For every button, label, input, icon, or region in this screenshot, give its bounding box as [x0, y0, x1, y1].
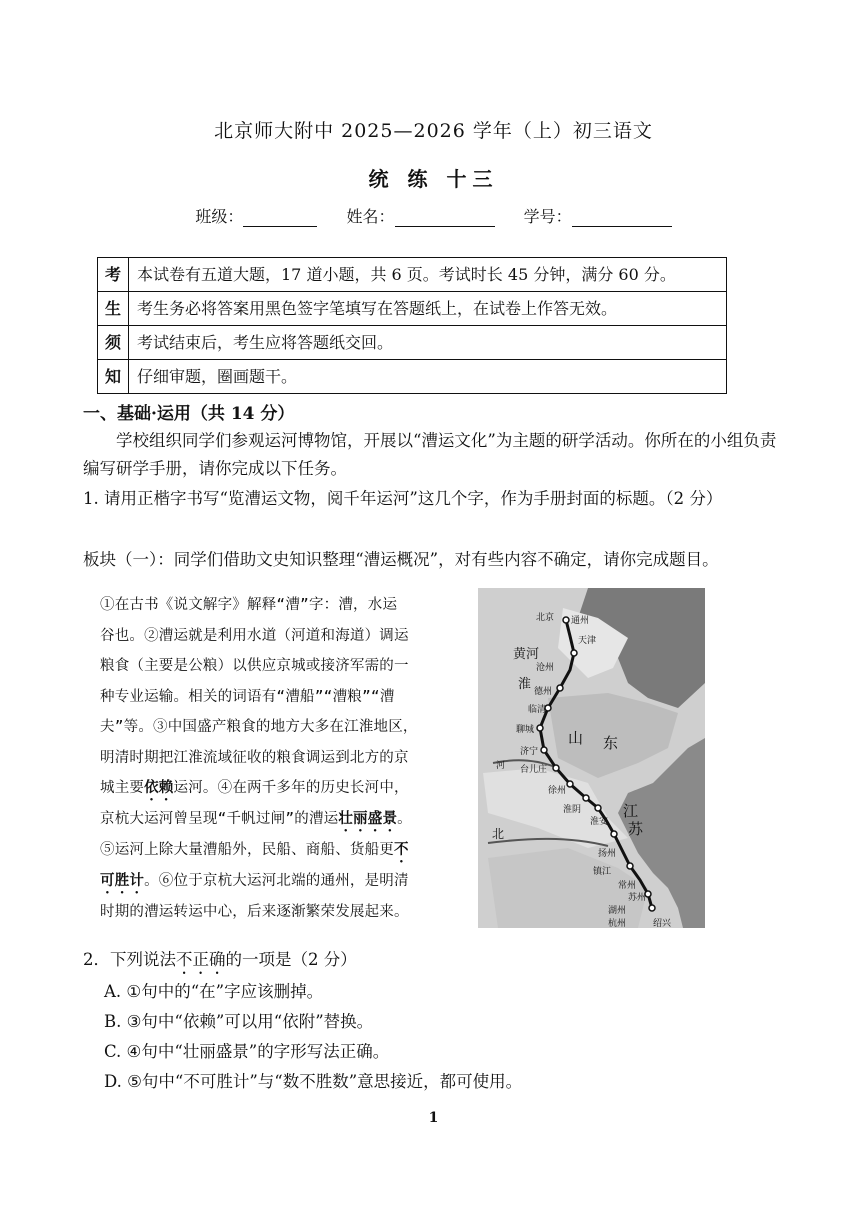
passage-text: ⑤运河上除大量漕船外，民船、商船、货船更 — [100, 842, 394, 858]
option-a: A. ①句中的“在”字应该删掉。 — [104, 982, 324, 1001]
passage-line: 时期的漕运转运中心，后来逐渐繁荣发展起来。 — [100, 904, 409, 920]
map-label: 山 — [568, 729, 584, 747]
passage-line: 种专业运输。相关的词语有“漕船”“漕粮”“漕 — [100, 688, 395, 705]
question-2-emphasis: 不正确 — [176, 950, 226, 969]
passage-text: 。 — [397, 811, 412, 827]
name-field — [346, 204, 494, 227]
map-label: 北京 — [536, 613, 555, 623]
passage-line: 谷也。②漕运就是利用水道（河道和海道）调运 — [100, 627, 409, 644]
passage-line — [100, 773, 462, 804]
passage-line — [100, 866, 462, 897]
map-label: 淮 — [518, 677, 532, 692]
passage-line — [100, 835, 462, 866]
notice-side-char: 考 — [98, 258, 129, 292]
class-field — [195, 204, 317, 227]
notice-line: 仔细审题，圈画题干。 — [129, 360, 727, 394]
passage-line: ①在古书《说文解字》解释“漕”字：漕，水运 — [100, 597, 398, 613]
id-field — [524, 204, 672, 227]
block-1-title: 板块（一）：同学们借助文史知识整理“漕运概况”，对有些内容不确定，请你完成题目。 — [83, 550, 719, 569]
notice-side-char: 知 — [98, 360, 129, 394]
class-label: 班级： — [195, 207, 244, 226]
option-b: B. ③句中“依赖”可以用“依附”替换。 — [104, 1012, 374, 1031]
map-label: 东 — [603, 734, 619, 752]
name-blank[interactable] — [395, 210, 495, 227]
notice-line: 本试卷有五道大题，17 道小题，共 6 页。考试时长 45 分钟，满分 60 分。 — [129, 258, 727, 292]
student-info-row — [0, 204, 867, 227]
notice-line: 考生务必将答案用黑色签字笔填写在答题纸上，在试卷上作答无效。 — [129, 292, 727, 326]
question-2-stem — [83, 946, 803, 978]
map-label: 绍兴 — [653, 919, 672, 928]
map-label: 淮阴 — [563, 805, 582, 815]
name-label: 姓名： — [346, 207, 395, 226]
passage-line: 夫”等。③中国盛产粮食的地方大多在江淮地区， — [100, 719, 418, 735]
passage-line: 明清时期把江淮流域征收的粮食调运到北方的京 — [100, 749, 409, 766]
notice-side-char: 须 — [98, 326, 129, 360]
map-label: 湖州 — [608, 906, 627, 916]
map-label: 北 — [492, 827, 505, 841]
option-c: C. ④句中“壮丽盛景”的字形写法正确。 — [104, 1042, 390, 1061]
passage-dotted-word: 不 — [394, 842, 409, 858]
map-label: 常州 — [618, 881, 637, 891]
grand-canal-map — [478, 588, 705, 928]
map-label: 德州 — [534, 687, 553, 697]
notice-line: 考试结束后，考生应将答题纸交回。 — [129, 326, 727, 360]
map-label: 河 — [496, 761, 506, 771]
map-label: 苏 — [628, 820, 644, 838]
section1-intro: 学校组织同学们参观运河博物馆，开展以“漕运文化”为主题的研学活动。你所在的小组负责编写研学手册，请你完成以下任务。 — [83, 431, 777, 478]
map-label: 江 — [623, 802, 639, 820]
reading-passage — [100, 590, 462, 928]
question-2-text: 的一项是（2 分） — [225, 950, 357, 969]
map-label: 杭州 — [608, 919, 627, 928]
exam-title: 北京师大附中 2025—2026 学年（上）初三语文 — [214, 120, 653, 142]
map-label: 通州 — [571, 616, 590, 626]
passage-text: 城主要 — [100, 780, 145, 796]
passage-dotted-word: 壮丽盛景 — [338, 811, 398, 827]
passage-line: 粮食（主要是公粮）以供应京城或接济军需的一 — [100, 658, 409, 674]
map-label: 临清 — [528, 705, 547, 715]
passage-text: 运河。④在两千多年的历史长河中， — [173, 780, 409, 796]
passage-line — [100, 804, 462, 835]
map-label: 台儿庄 — [520, 765, 548, 775]
map-label: 苏州 — [628, 893, 647, 903]
question-2-text: 2．下列说法 — [83, 950, 176, 969]
map-label: 淮安 — [590, 817, 609, 827]
class-blank[interactable] — [243, 210, 317, 227]
map-label: 聊城 — [516, 725, 535, 735]
passage-dotted-word: 依赖 — [144, 780, 174, 796]
id-blank[interactable] — [572, 210, 672, 227]
option-d: D. ⑤句中“不可胜计”与“数不胜数”意思接近，都可使用。 — [104, 1072, 523, 1091]
passage-text: 。⑥位于京杭大运河北端的通州，是明清 — [144, 873, 409, 889]
map-label: 天津 — [578, 636, 597, 646]
map-label: 镇江 — [593, 867, 612, 877]
passage-text: 京杭大运河曾呈现“千帆过闸”的漕运 — [100, 811, 339, 827]
question-1: 1. 请用正楷字书写“览漕运文物，阅千年运河”这几个字，作为手册封面的标题。（2 分） — [83, 489, 723, 508]
map-label: 扬州 — [598, 849, 617, 859]
exam-subtitle: 统 练 十三 — [368, 167, 499, 191]
section1-heading: 一、基础·运用（共 14 分） — [83, 404, 295, 424]
map-label: 黄河 — [513, 647, 540, 662]
passage-dotted-word: 可胜计 — [100, 873, 145, 889]
id-label: 学号： — [523, 207, 572, 226]
map-label: 济宁 — [520, 747, 539, 757]
notice-side-char: 生 — [98, 292, 129, 326]
map-label: 徐州 — [548, 786, 567, 796]
map-label: 沧州 — [536, 663, 555, 673]
page-number: 1 — [428, 1110, 439, 1126]
exam-notice-table — [97, 257, 727, 394]
